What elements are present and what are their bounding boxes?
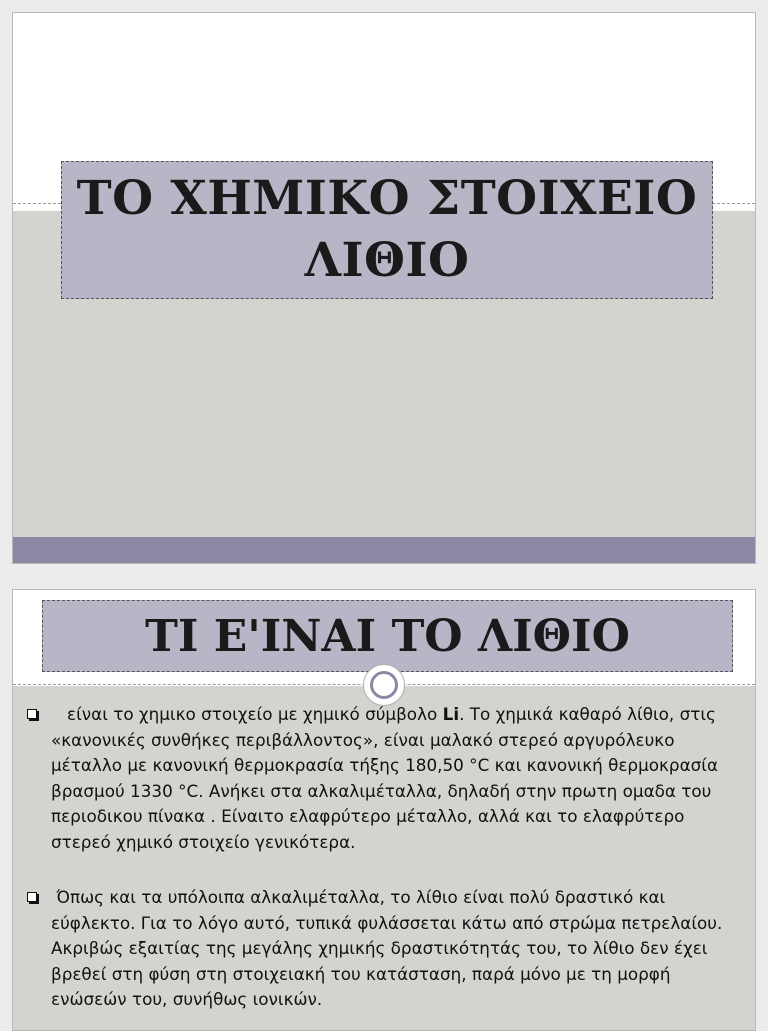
- ring-ornament-icon: [363, 664, 405, 706]
- title-box[interactable]: [61, 161, 713, 299]
- bullet-item[interactable]: [27, 885, 739, 1013]
- bullet-text: [27, 702, 739, 855]
- title-line-1: ΤΟ ΧΗΜΙΚΟ ΣΤΟΙΧΕΙΟ: [76, 171, 698, 226]
- slide-title: ΤΙ Ε'ΙΝΑΙ ΤΟ ΛΙΘΙΟ: [145, 610, 630, 662]
- bullet-item[interactable]: [27, 702, 739, 855]
- square-bullet-icon: [27, 892, 37, 902]
- bullet-text: Όπως και τα υπόλοιπα αλκαλιμέταλλα, το λίθιο είναι πολύ δραστικό και εύφλεκτο. Για το λόγο αυτό, τυπικά φυλάσσεται κάτω από στρώμα πετρελαίου. Ακριβώς εξαιτίας της μεγάλης χημικής δραστικότητάς του, το λίθιο δεν έχει βρεθεί στη φύση στη στοιχειακή του κατάσταση, παρά μόνο με τη μορφή ενώσεών του, συνήθως ιονικών.: [51, 887, 728, 1009]
- slide-title-box[interactable]: [42, 600, 733, 672]
- footer-stripe: [13, 537, 755, 563]
- title-slide: [12, 12, 756, 564]
- chemical-symbol: Li: [442, 704, 460, 724]
- square-bullet-icon: [27, 709, 37, 719]
- bullet-text-post: . Το χημικά καθαρό λίθιο, στις «κανονικές συνθήκες περιβάλλοντος», είναι μαλακό στερεό αργυρόλευκο μέταλλο με κανονική θερμοκρασία τήξης 180,50 °C και κανονική θερμοκρασία βρασμού 1330 °C. Ανήκει στα αλκαλιμέταλλα, δηλαδή στην πρωτη ομαδα του περιοδικου πίνακα . Είναιτο ελαφρύτερο μέταλλο, αλλά και το ελαφρύτερο στερεό χημικό στοιχείο γενικότερα.: [51, 704, 719, 852]
- title-line-2: ΛΙΘΙΟ: [304, 233, 470, 288]
- bullet-text-pre: είναι το χημικο στοιχείο με χημικό σύμβολο: [51, 704, 443, 724]
- content-slide: [12, 589, 756, 1031]
